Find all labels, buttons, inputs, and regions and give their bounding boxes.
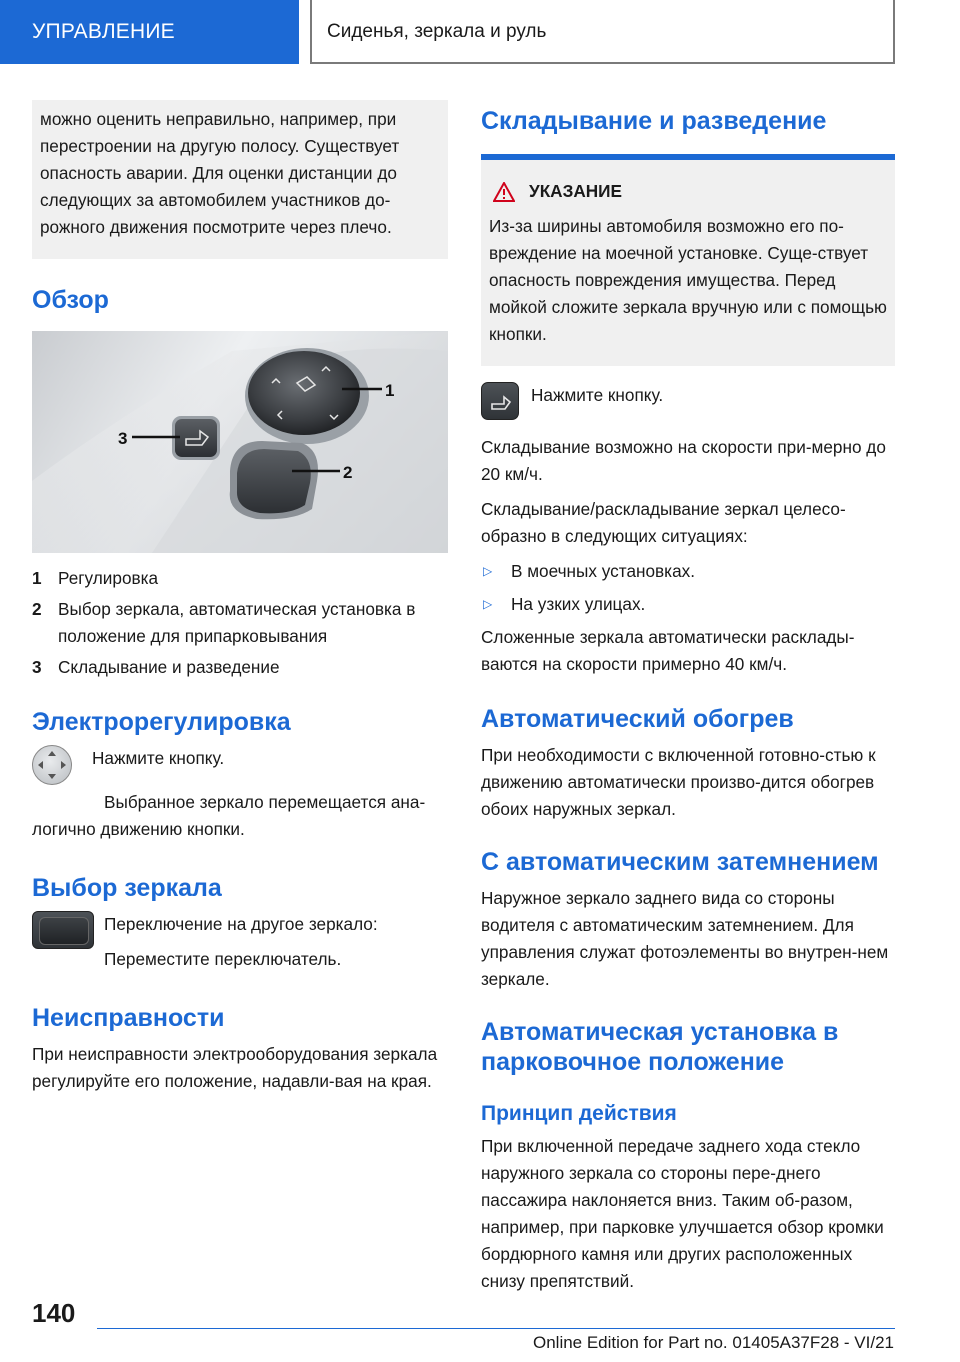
bullet-triangle-icon: ▷ [483,564,493,578]
warning-header [489,178,887,205]
intro-note [32,100,448,259]
heating-text: При необходимости с включенной готовно-стью к движению автоматически произво-дится обогрев обоих наружных зеркал. [481,745,876,819]
parking-position-heading: Автоматическая установка в парковочное положение [481,1018,839,1076]
figure-callout-2: 2 [343,463,353,482]
principle-text: При включенной передаче заднего хода стекло наружного зеркала со стороны пере-днего пассажира наклоняется вниз. Таким об-разом, например, при парковке улучшается обзор кромки бордюрного камня или других расположенных снизу препятствий. [481,1136,884,1291]
select-instruction [32,911,448,973]
figure-callout-1: 1 [385,381,395,400]
fold-mirror-button-icon [481,382,519,420]
overview-heading: Обзор [32,286,109,314]
heating-heading: Автоматический обогрев [481,705,794,733]
right-column [481,100,895,1295]
legend-number: 3 [32,657,42,677]
legend-text: Выбор зеркала, автоматическая установка в положение для припарковывания [58,599,416,646]
edition-footer: Online Edition for Part no. 01405A37F28 - VI/21 [532,1333,894,1352]
chapter-title: Сиденья, зеркала и руль [327,21,547,42]
faults-heading: Неисправности [32,1004,225,1032]
legend-text: Складывание и разведение [58,657,280,677]
faults-text: При неисправности электрооборудования зеркала регулируйте его положение, надавли-вая на края. [32,1044,438,1091]
select-switch-text: Переключение на другое зеркало: [104,914,378,934]
header-divider-right [893,0,895,64]
page-number: 140 [32,1298,76,1328]
left-column [32,100,448,1095]
figure-callout-3: 3 [118,429,128,448]
mirror-selector-switch-icon [32,911,94,949]
list-item-text: На узких улицах. [511,594,646,614]
legend-item [32,565,448,592]
footer-rule [97,1328,895,1329]
bullet-triangle-icon: ▷ [483,597,493,611]
select-mirror-heading: Выбор зеркала [32,874,222,902]
warning-box [481,160,895,366]
warning-text: Из-за ширины автомобиля возможно его по-вреждение на моечной установке. Суще-ствует опасность повреждения имущества. Перед мойкой сложите зеркала вручную или с помощью кнопки. [489,216,887,344]
list-item [481,558,895,585]
figure-legend [32,565,448,681]
intro-note-text: можно оценить неправильно, например, при перестроении на другую полосу. Существует опасность аварии. Для оценки дистанции до следующих за автомобилем участников до-рожного движения посмотрите через плечо. [40,109,400,237]
legend-number: 2 [32,599,42,619]
legend-number: 1 [32,568,42,588]
mirror-controls-illustration [32,331,448,553]
warning-label: УКАЗАНИЕ [529,181,623,201]
unfold-speed-text: Сложенные зеркала автоматически расклады-ваются на скорости примерно 40 км/ч. [481,627,855,674]
fold-heading: Складывание и разведение [481,107,827,135]
situations-list [481,558,895,618]
electro-description: Выбранное зеркало перемещается ана-логично движению кнопки. [32,792,426,839]
adjust-knob-icon [32,745,72,785]
legend-item [32,596,448,650]
header-divider [310,0,312,64]
electro-heading: Электрорегулировка [32,708,291,736]
legend-text: Регулировка [58,568,159,588]
legend-item [32,654,448,681]
select-move-text: Переместите переключатель. [104,949,342,969]
electro-press-text: Нажмите кнопку. [92,748,225,768]
electro-instruction [32,745,448,785]
principle-heading: Принцип действия [481,1102,677,1125]
section-tab: УПРАВЛЕНИЕ [0,0,299,64]
list-item-text: В моечных установках. [511,561,696,581]
dimming-heading: С автоматическим затемнением [481,848,879,876]
mirror-controls-figure [32,331,448,553]
fold-press-text: Нажмите кнопку. [531,385,664,405]
fold-situations-text: Складывание/раскладывание зеркал целесо-образно в следующих ситуациях: [481,499,846,546]
list-item [481,591,895,618]
fold-speed-text: Складывание возможно на скорости при-мерно до 20 км/ч. [481,437,886,484]
warning-triangle-icon [493,182,515,202]
fold-instruction [481,382,895,420]
dimming-text: Наружное зеркало заднего вида со стороны водителя с автоматическим затемнением. Для управления служат фотоэлементы во внутрен-нем зеркале. [481,888,889,989]
header-underline [310,62,895,64]
